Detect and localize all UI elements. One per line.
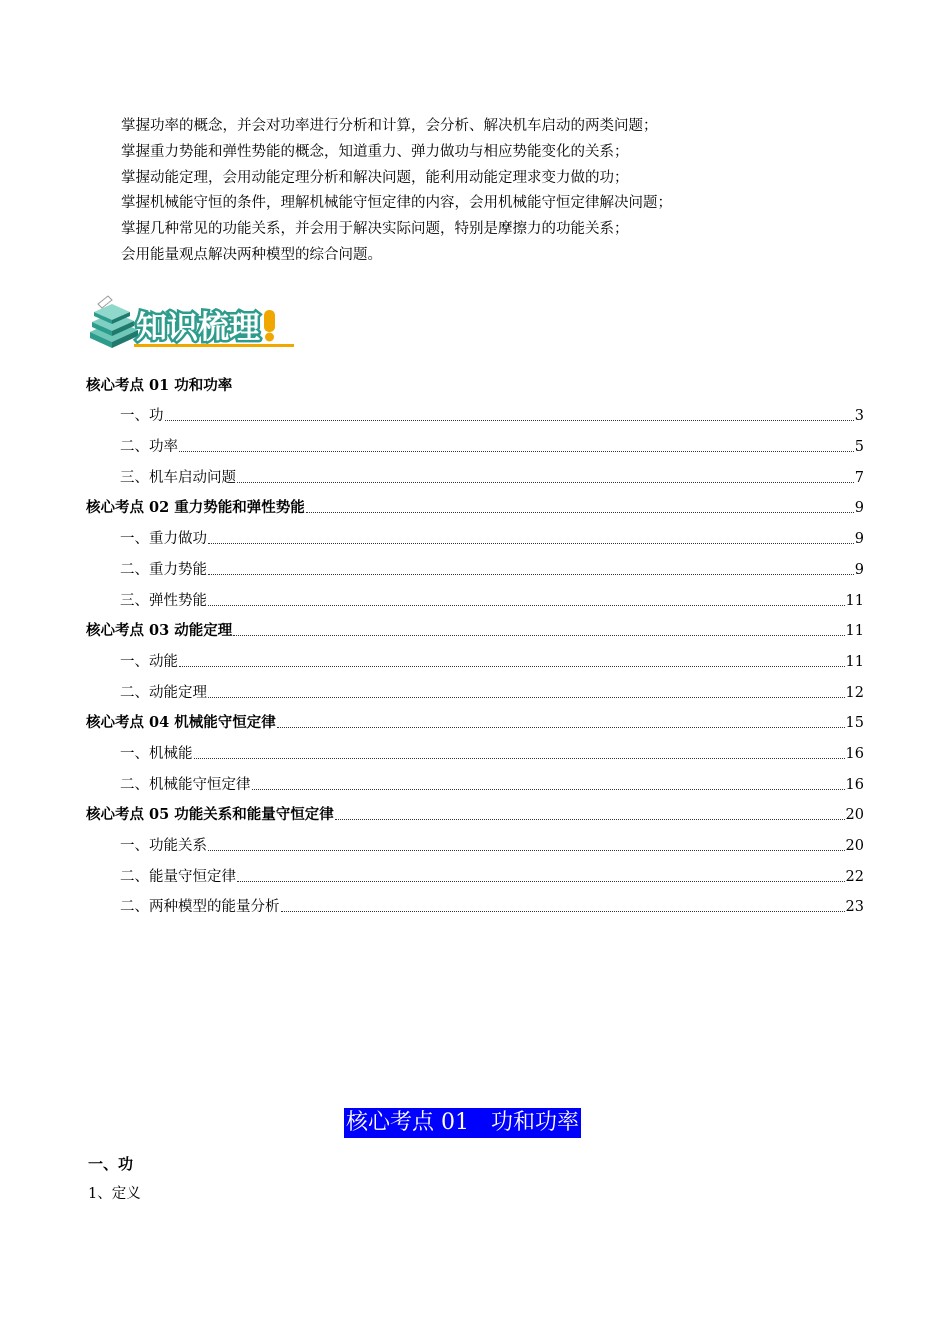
goal-line: 掌握机械能守恒的条件，理解机械能守恒定律的内容，会用机械能守恒定律解决问题； — [121, 195, 672, 212]
toc-page-number: 11 — [845, 592, 864, 609]
toc-leader-dots — [237, 880, 845, 882]
toc-entry[interactable] — [86, 518, 864, 549]
toc-leader-dots — [237, 481, 854, 483]
toc-entry-label: 一、动能 — [120, 653, 178, 670]
toc-page-number: 23 — [845, 899, 864, 916]
toc-leader-dots — [306, 511, 854, 513]
knowledge-banner — [86, 292, 300, 354]
toc-entry-label: 二、功率 — [120, 439, 178, 456]
toc-leader-dots — [179, 450, 854, 452]
toc-entry[interactable] — [86, 703, 864, 734]
toc-entry-label: 核心考点 04 机械能守恒定律 — [86, 714, 276, 732]
toc-entry-label: 二、两种模型的能量分析 — [120, 899, 280, 916]
books-icon — [86, 292, 300, 354]
toc-leader-dots — [179, 665, 845, 667]
toc-entry[interactable] — [86, 396, 864, 427]
toc-page-number: 22 — [845, 868, 864, 885]
toc-leader-dots — [208, 573, 854, 575]
toc-leader-dots — [335, 818, 845, 820]
toc-entry-label: 一、功 — [120, 408, 164, 425]
toc-entry[interactable] — [86, 764, 864, 795]
toc-page-number: 12 — [845, 684, 864, 701]
toc-page-number: 20 — [845, 807, 864, 824]
toc-page-number: 3 — [854, 408, 864, 425]
toc-leader-dots — [233, 634, 844, 636]
banner-title: 知识梳理 — [136, 310, 260, 346]
section-heading: 一、功 — [88, 1155, 134, 1173]
toc-entry[interactable] — [86, 825, 864, 856]
toc-entry-label: 二、动能定理 — [120, 684, 207, 701]
toc-leader-dots — [208, 604, 845, 606]
toc-entry-label: 一、重力做功 — [120, 531, 207, 548]
toc-entry[interactable] — [86, 887, 864, 918]
toc-leader-dots — [208, 696, 845, 698]
toc-entry[interactable] — [86, 611, 864, 642]
toc-entry-label: 核心考点 02 重力势能和弹性势能 — [86, 499, 305, 517]
toc-page-number: 11 — [845, 623, 864, 640]
toc-entry[interactable] — [86, 365, 864, 396]
toc-page-number: 15 — [845, 715, 864, 732]
toc-entry[interactable] — [86, 549, 864, 580]
toc-page-number: 16 — [845, 776, 864, 793]
toc-leader-dots — [165, 419, 854, 421]
toc-entry-label: 二、能量守恒定律 — [120, 868, 236, 885]
toc-entry-label: 一、机械能 — [120, 745, 193, 762]
toc-entry[interactable] — [86, 580, 864, 611]
toc-entry[interactable] — [86, 457, 864, 488]
goal-line: 掌握几种常见的功能关系，并会用于解决实际问题，特别是摩擦力的功能关系； — [121, 221, 629, 238]
toc-entry[interactable] — [86, 795, 864, 826]
goal-line: 会用能量观点解决两种模型的综合问题。 — [121, 246, 382, 263]
toc-entry-label: 核心考点 01 功和功率 — [86, 376, 233, 394]
toc-page-number: 9 — [854, 500, 864, 517]
toc-entry-label: 二、重力势能 — [120, 561, 207, 578]
toc-entry-label: 二、机械能守恒定律 — [120, 776, 251, 793]
toc-entry-label: 三、机车启动问题 — [120, 469, 236, 486]
section-subheading: 1、定义 — [88, 1186, 141, 1202]
toc-entry-label: 核心考点 05 功能关系和能量守恒定律 — [86, 806, 334, 824]
toc-entry-label: 核心考点 03 动能定理 — [86, 622, 233, 640]
toc-entry[interactable] — [86, 672, 864, 703]
toc-page-number: 16 — [845, 745, 864, 762]
toc-entry[interactable] — [86, 488, 864, 519]
toc-page-number: 9 — [854, 531, 864, 548]
table-of-contents — [86, 365, 864, 917]
learning-goals — [121, 114, 841, 269]
toc-page-number: 20 — [845, 838, 864, 854]
toc-leader-dots — [252, 788, 845, 790]
section-title: 核心考点 01 功和功率 — [344, 1108, 581, 1138]
toc-page-number: 9 — [854, 561, 864, 578]
toc-leader-dots — [277, 726, 845, 728]
toc-entry-label: 一、功能关系 — [120, 838, 207, 854]
toc-leader-dots — [208, 849, 845, 851]
toc-page-number: 7 — [854, 469, 864, 486]
toc-entry-label: 三、弹性势能 — [120, 592, 207, 609]
toc-page-number: 5 — [854, 439, 864, 456]
toc-leader-dots — [208, 542, 854, 544]
toc-page-number: 11 — [845, 653, 864, 670]
toc-leader-dots — [194, 757, 845, 759]
goal-line: 掌握动能定理，会用动能定理分析和解决问题，能利用动能定理求变力做的功； — [121, 169, 629, 186]
toc-entry[interactable] — [86, 733, 864, 764]
toc-entry[interactable] — [86, 641, 864, 672]
toc-entry[interactable] — [86, 856, 864, 887]
goal-line: 掌握功率的概念，并会对功率进行分析和计算，会分析、解决机车启动的两类问题； — [121, 118, 658, 134]
goal-line: 掌握重力势能和弹性势能的概念，知道重力、弹力做功与相应势能变化的关系； — [121, 143, 629, 160]
toc-leader-dots — [281, 910, 845, 912]
toc-entry[interactable] — [86, 426, 864, 457]
